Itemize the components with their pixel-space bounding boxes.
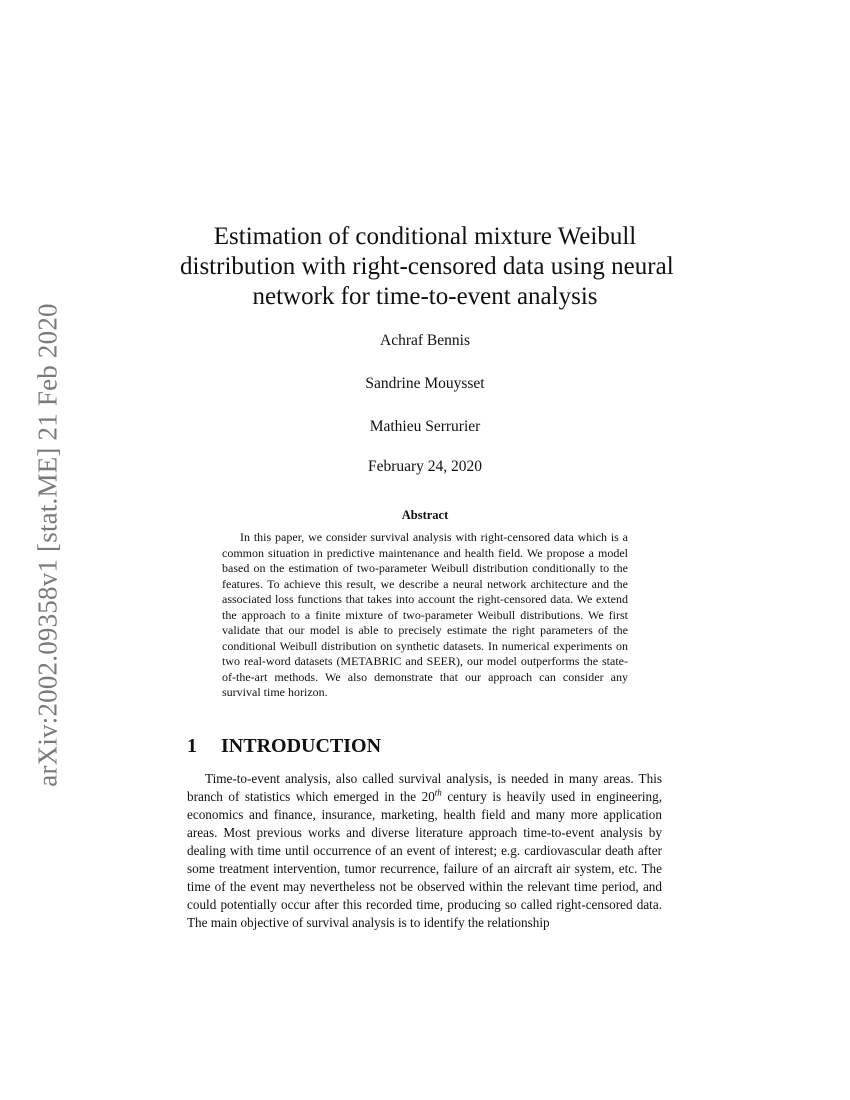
publication-date: February 24, 2020 [367,458,483,475]
arxiv-identifier: arXiv:2002.09358v1 [stat.ME] 21 Feb 2020 [32,303,63,787]
title-line: Estimation of conditional mixture Weibull [213,223,637,250]
ordinal-superscript: th [434,787,442,798]
paper-title [180,222,674,312]
title-line: network for time-to-event analysis [252,283,598,310]
abstract-text: In this paper, we consider survival analysis with right-censored data which is a common situation in predictive maintenance and health field. We propose a model based on the estimation of two-parameter Weibull distribution conditionally to the features. To achieve this result, we describe a neural network architecture and the associated loss functions that takes into account the right-censored data. We extend the approach to a finite mixture of two-parameter Weibull distributions. We first validate that our model is able to precisely estimate the right parameters of the conditional Weibull distribution on synthetic datasets. In numerical experiments on two real-word datasets (METABRIC and SEER), our model outperforms the state-of-the-art methods. We also demonstrate that our approach can consider any survival time horizon. [222,530,628,699]
section-title: INTRODUCTION [221,735,382,757]
paragraph-text: Time-to-event analysis, also called survival analysis, is needed in many areas. This branch of statistics which emerged in the 20 [187,771,662,804]
title-line: distribution with right-censored data using neural [180,253,674,280]
paragraph-text: century is heavily used in engineering, economics and finance, insurance, marketing, health field and many more application areas. Most previous works and diverse literature approach time-to-event analysis by dealing with time until occurrence of an event of interest; e.g. cardiovascular death after some treatment intervention, tumor recurrence, failure of an aircraft air system, etc. The time of the event may nevertheless not be observed within the relevant time period, and could potentially occur after this recorded time, producing so called right-censored data. The main objective of survival analysis is to identify the relationship [187,789,662,930]
section-heading [187,735,381,758]
section-number: 1 [187,735,197,757]
author-name: Sandrine Mouysset [365,375,485,392]
author-name: Mathieu Serrurier [369,418,481,435]
introduction-paragraph [187,770,662,932]
abstract-heading: Abstract [401,508,449,522]
author-name: Achraf Bennis [380,332,470,349]
